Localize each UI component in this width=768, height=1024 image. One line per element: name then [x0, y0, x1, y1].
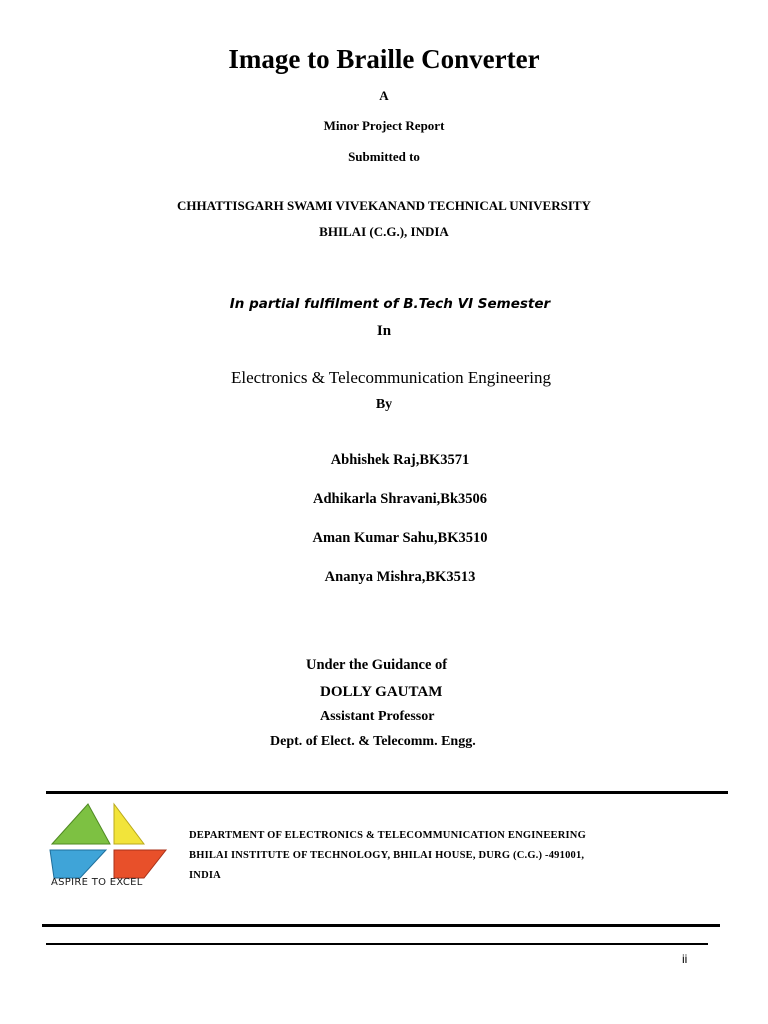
member-name: Aman Kumar Sahu,BK3510 — [312, 530, 488, 546]
branch-name: Electronics & Telecommunication Engineering — [231, 368, 551, 387]
department-address — [189, 826, 586, 886]
in-word: In — [376, 323, 392, 339]
member-name: Adhikarla Shravani,Bk3506 — [312, 491, 488, 507]
report-type: Minor Project Report — [323, 118, 445, 133]
guide-name: DOLLY GAUTAM — [320, 684, 443, 700]
logo-caption: ASPIRE TO EXCEL — [51, 877, 143, 888]
department-line: DEPARTMENT OF ELECTRONICS & TELECOMMUNICATION ENGINEERING — [189, 830, 586, 841]
guide-department: Dept. of Elect. & Telecomm. Engg. — [270, 734, 476, 749]
logo-yellow-triangle — [114, 804, 144, 844]
page-number: ii — [682, 952, 688, 966]
partial-fulfilment: In partial fulfilment of B.Tech VI Semester — [229, 296, 551, 312]
logo-green-triangle — [52, 804, 110, 844]
by-word: By — [375, 397, 393, 412]
document-title: Image to Braille Converter — [228, 44, 540, 74]
institute-line: BHILAI INSTITUTE OF TECHNOLOGY, BHILAI HOUSE, DURG (C.G.) -491001, — [189, 850, 585, 861]
banner-top-rule — [46, 791, 728, 794]
banner-bottom-rule — [42, 924, 720, 927]
member-name: Abhishek Raj,BK3571 — [330, 452, 470, 468]
university-name: CHHATTISGARH SWAMI VIVEKANAND TECHNICAL UNIVERSITY — [177, 198, 591, 213]
university-place: BHILAI (C.G.), INDIA — [319, 224, 449, 239]
logo-red-triangle — [114, 850, 166, 878]
member-name: Ananya Mishra,BK3513 — [324, 569, 476, 585]
country-line: INDIA — [189, 870, 221, 881]
footer-rule — [46, 943, 708, 945]
guidance-heading: Under the Guidance of — [306, 657, 448, 673]
article-a: A — [379, 88, 389, 103]
logo-blue-triangle — [50, 850, 106, 878]
guide-designation: Assistant Professor — [320, 709, 435, 724]
submitted-to: Submitted to — [348, 149, 420, 164]
